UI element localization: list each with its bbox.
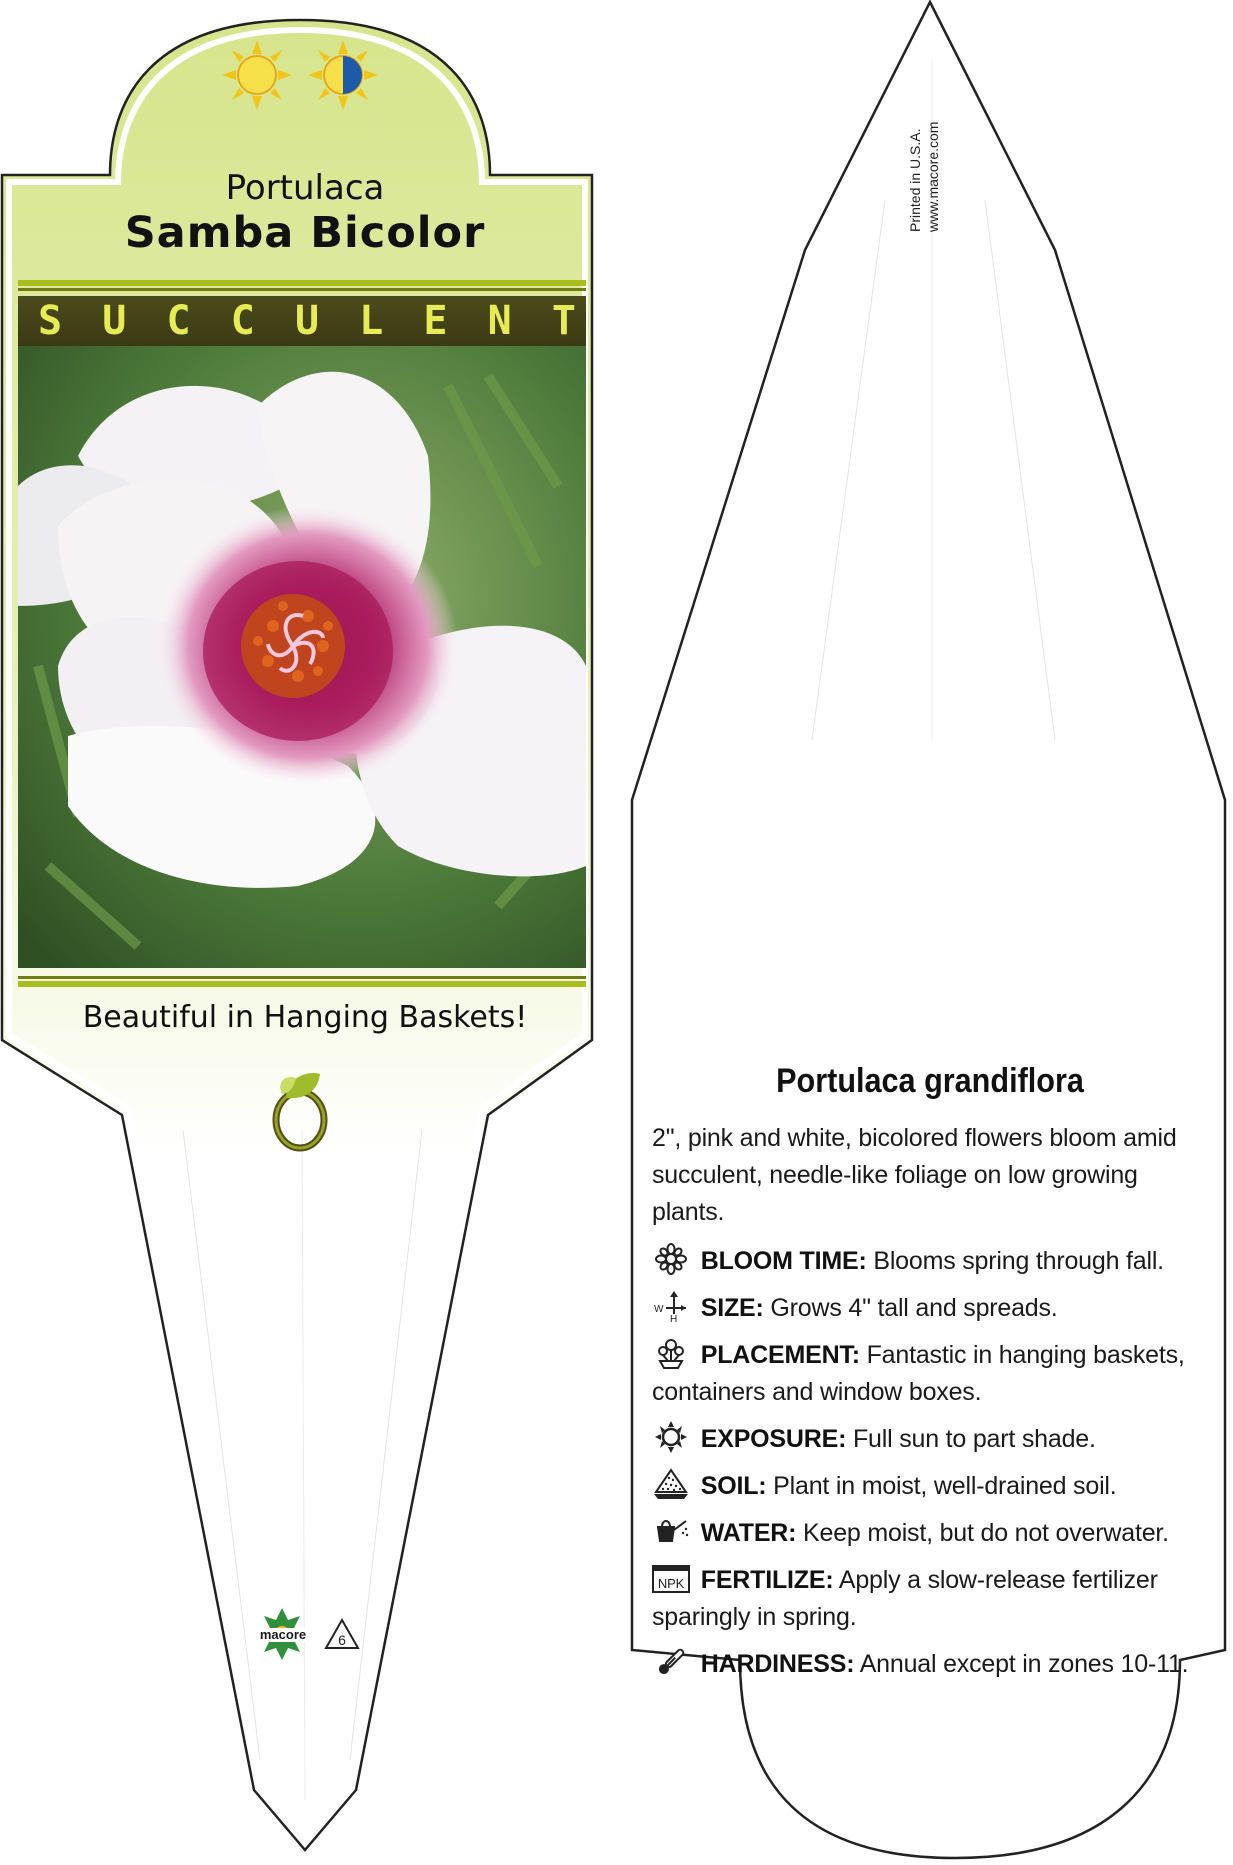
category-letter: C (166, 298, 191, 344)
category-letter: U (102, 298, 127, 344)
care-label: SOIL: (700, 1472, 767, 1500)
flower-icon (652, 1243, 690, 1275)
watering-can-icon (652, 1515, 690, 1547)
care-instructions (652, 1120, 1192, 1693)
category-letter: L (359, 298, 384, 344)
care-label: HARDINESS: (700, 1650, 855, 1678)
care-label: WATER: (700, 1519, 797, 1547)
care-label: SIZE: (700, 1294, 764, 1322)
description: 2", pink and white, bicolored flowers bloom amid succulent, needle-like foliage on low growing plants. (652, 1124, 1177, 1226)
care-row-placement (652, 1337, 1192, 1411)
svg-text:W: W (654, 1304, 664, 1315)
placement-icon (652, 1337, 690, 1369)
care-text: Fantastic in hanging baskets, containers and window boxes. (652, 1341, 1185, 1406)
care-row-bloom-time (652, 1243, 1192, 1280)
svg-text:H: H (670, 1314, 678, 1322)
printed-website: www.macore.com (925, 121, 941, 232)
recycle-code: 6 (338, 1632, 346, 1648)
macore-logo-icon (246, 1608, 320, 1660)
flower-photo (18, 346, 586, 968)
care-label: PLACEMENT: (700, 1341, 860, 1369)
npk-icon (652, 1562, 690, 1594)
category-letter: U (294, 298, 320, 344)
brand-logos (242, 1606, 362, 1666)
svg-text:NPK: NPK (657, 1576, 685, 1591)
part-shade-icon (308, 40, 378, 110)
care-label: BLOOM TIME: (700, 1247, 867, 1275)
sun-icon (652, 1421, 690, 1453)
full-sun-icon (222, 40, 292, 110)
size-icon (652, 1290, 690, 1322)
category-letter: N (487, 298, 512, 344)
care-text: Apply a slow-release fertilizer sparingly in spring. (652, 1566, 1158, 1631)
thermometer-icon (652, 1646, 690, 1678)
leaf-logo-icon (268, 1068, 332, 1152)
care-label: EXPOSURE: (700, 1425, 847, 1453)
care-text: Annual except in zones 10-11. (859, 1650, 1189, 1678)
category-letter: S (38, 298, 63, 344)
species-title: Portulaca grandiflora (776, 1062, 1084, 1100)
variety-title: Samba Bicolor (124, 208, 486, 258)
tagline: Beautiful in Hanging Baskets! (82, 1000, 528, 1035)
printed-info (906, 122, 942, 232)
category-letter: T (551, 298, 576, 344)
printed-origin: Printed in U.S.A. (907, 128, 923, 232)
genus-title: Portulaca (225, 168, 385, 208)
category-letter: E (423, 298, 448, 344)
care-text: Plant in moist, well-drained soil. (773, 1472, 1117, 1500)
care-row-soil (652, 1468, 1192, 1505)
care-row-water (652, 1515, 1192, 1552)
category-letter: C (230, 298, 255, 344)
care-row-exposure (652, 1421, 1192, 1458)
care-label: FERTILIZE: (700, 1566, 834, 1594)
care-text: Blooms spring through fall. (873, 1247, 1164, 1275)
care-text: Grows 4" tall and spreads. (770, 1294, 1058, 1322)
care-row-size (652, 1290, 1192, 1327)
svg-text:macore: macore (259, 1627, 307, 1642)
care-row-fertilize (652, 1562, 1192, 1636)
care-text: Keep moist, but do not overwater. (803, 1519, 1169, 1547)
care-text: Full sun to part shade. (852, 1425, 1096, 1453)
category-band (18, 296, 586, 346)
care-row-hardiness (652, 1646, 1192, 1683)
soil-icon (652, 1468, 690, 1500)
recycle-icon (326, 1620, 358, 1648)
